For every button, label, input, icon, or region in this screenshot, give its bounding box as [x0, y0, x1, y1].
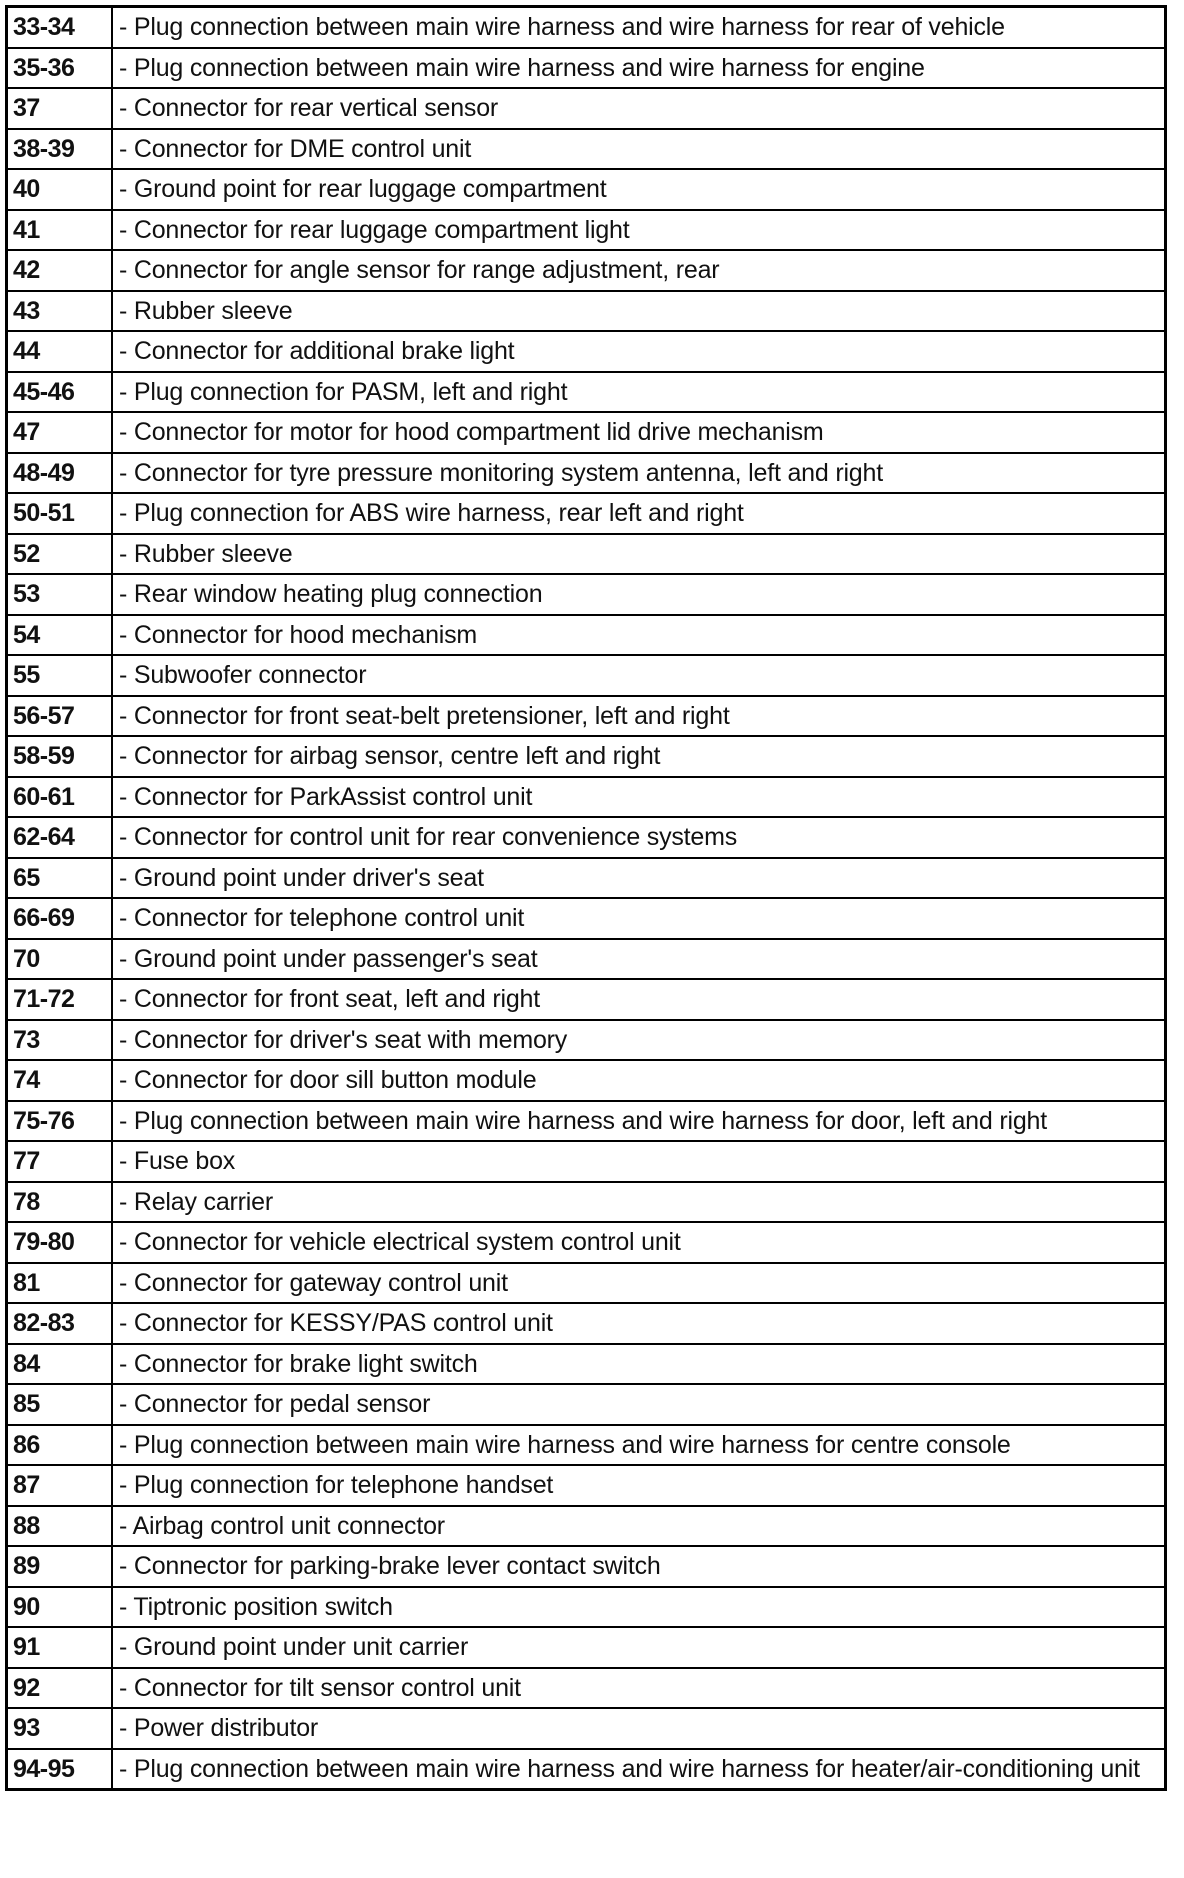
table-row [7, 169, 1166, 210]
table-row [7, 615, 1166, 656]
component-description: - Connector for pedal sensor [112, 1384, 1166, 1425]
component-description: - Rubber sleeve [112, 534, 1166, 575]
component-description: - Connector for motor for hood compartment lid drive mechanism [112, 412, 1166, 453]
component-number: 41 [7, 210, 113, 251]
component-description: - Connector for brake light switch [112, 1344, 1166, 1385]
table-row [7, 1020, 1166, 1061]
table-row [7, 655, 1166, 696]
component-number: 74 [7, 1060, 113, 1101]
table-row [7, 1344, 1166, 1385]
table-row [7, 777, 1166, 818]
component-number: 86 [7, 1425, 113, 1466]
component-number: 89 [7, 1546, 113, 1587]
component-number: 79-80 [7, 1222, 113, 1263]
component-number: 47 [7, 412, 113, 453]
component-description: - Ground point for rear luggage compartment [112, 169, 1166, 210]
table-row [7, 88, 1166, 129]
component-number: 43 [7, 291, 113, 332]
table-row [7, 1303, 1166, 1344]
table-row [7, 1425, 1166, 1466]
table-row [7, 1384, 1166, 1425]
component-description: - Plug connection between main wire harness and wire harness for centre console [112, 1425, 1166, 1466]
component-description: - Ground point under passenger's seat [112, 939, 1166, 980]
component-number: 58-59 [7, 736, 113, 777]
component-number: 75-76 [7, 1101, 113, 1142]
component-description: - Plug connection between main wire harness and wire harness for engine [112, 48, 1166, 89]
component-description: - Connector for driver's seat with memory [112, 1020, 1166, 1061]
table-row [7, 1060, 1166, 1101]
component-description: - Plug connection for telephone handset [112, 1465, 1166, 1506]
legend-table-body [7, 7, 1166, 1790]
table-row [7, 1465, 1166, 1506]
component-number: 73 [7, 1020, 113, 1061]
table-row [7, 1708, 1166, 1749]
component-description: - Subwoofer connector [112, 655, 1166, 696]
component-number: 93 [7, 1708, 113, 1749]
component-description: - Connector for front seat, left and right [112, 979, 1166, 1020]
component-description: - Rear window heating plug connection [112, 574, 1166, 615]
table-row [7, 817, 1166, 858]
component-description: - Connector for rear vertical sensor [112, 88, 1166, 129]
component-number: 38-39 [7, 129, 113, 170]
table-row [7, 1141, 1166, 1182]
component-number: 70 [7, 939, 113, 980]
component-number: 84 [7, 1344, 113, 1385]
table-row [7, 1263, 1166, 1304]
table-row [7, 979, 1166, 1020]
component-description: - Connector for rear luggage compartment light [112, 210, 1166, 251]
component-number: 94-95 [7, 1749, 113, 1790]
component-description: - Connector for ParkAssist control unit [112, 777, 1166, 818]
component-description: - Plug connection between main wire harness and wire harness for rear of vehicle [112, 7, 1166, 48]
component-number: 82-83 [7, 1303, 113, 1344]
component-number: 50-51 [7, 493, 113, 534]
table-row [7, 1506, 1166, 1547]
component-number: 33-34 [7, 7, 113, 48]
component-description: - Plug connection between main wire harness and wire harness for heater/air-conditioning unit [112, 1749, 1166, 1790]
component-description: - Plug connection between main wire harness and wire harness for door, left and right [112, 1101, 1166, 1142]
component-description: - Connector for gateway control unit [112, 1263, 1166, 1304]
component-number: 52 [7, 534, 113, 575]
component-number: 65 [7, 858, 113, 899]
table-row [7, 493, 1166, 534]
table-row [7, 372, 1166, 413]
component-number: 81 [7, 1263, 113, 1304]
component-number: 40 [7, 169, 113, 210]
component-number: 77 [7, 1141, 113, 1182]
table-row [7, 291, 1166, 332]
component-description: - Connector for hood mechanism [112, 615, 1166, 656]
table-row [7, 858, 1166, 899]
component-number: 78 [7, 1182, 113, 1223]
component-description: - Connector for KESSY/PAS control unit [112, 1303, 1166, 1344]
component-description: - Connector for front seat-belt pretensioner, left and right [112, 696, 1166, 737]
table-row [7, 7, 1166, 48]
component-description: - Connector for control unit for rear convenience systems [112, 817, 1166, 858]
table-row [7, 1222, 1166, 1263]
component-number: 55 [7, 655, 113, 696]
component-description: - Connector for vehicle electrical system control unit [112, 1222, 1166, 1263]
component-description: - Tiptronic position switch [112, 1587, 1166, 1628]
table-row [7, 534, 1166, 575]
component-legend-table [5, 5, 1167, 1791]
table-row [7, 129, 1166, 170]
component-number: 62-64 [7, 817, 113, 858]
component-number: 53 [7, 574, 113, 615]
table-row [7, 331, 1166, 372]
component-description: - Airbag control unit connector [112, 1506, 1166, 1547]
component-number: 92 [7, 1668, 113, 1709]
component-number: 35-36 [7, 48, 113, 89]
component-number: 54 [7, 615, 113, 656]
component-description: - Fuse box [112, 1141, 1166, 1182]
component-number: 44 [7, 331, 113, 372]
component-description: - Power distributor [112, 1708, 1166, 1749]
table-row [7, 48, 1166, 89]
component-number: 71-72 [7, 979, 113, 1020]
component-description: - Connector for airbag sensor, centre left and right [112, 736, 1166, 777]
table-row [7, 250, 1166, 291]
component-description: - Connector for tyre pressure monitoring system antenna, left and right [112, 453, 1166, 494]
table-row [7, 412, 1166, 453]
component-number: 87 [7, 1465, 113, 1506]
table-row [7, 1668, 1166, 1709]
component-description: - Connector for telephone control unit [112, 898, 1166, 939]
component-number: 88 [7, 1506, 113, 1547]
table-row [7, 736, 1166, 777]
component-description: - Connector for parking-brake lever contact switch [112, 1546, 1166, 1587]
table-row [7, 939, 1166, 980]
component-number: 56-57 [7, 696, 113, 737]
table-row [7, 696, 1166, 737]
table-row [7, 1749, 1166, 1790]
table-row [7, 574, 1166, 615]
component-description: - Connector for additional brake light [112, 331, 1166, 372]
component-number: 91 [7, 1627, 113, 1668]
table-row [7, 453, 1166, 494]
component-description: - Connector for angle sensor for range adjustment, rear [112, 250, 1166, 291]
component-description: - Ground point under driver's seat [112, 858, 1166, 899]
component-description: - Rubber sleeve [112, 291, 1166, 332]
table-row [7, 210, 1166, 251]
component-description: - Connector for DME control unit [112, 129, 1166, 170]
component-number: 48-49 [7, 453, 113, 494]
component-number: 42 [7, 250, 113, 291]
component-number: 60-61 [7, 777, 113, 818]
table-row [7, 1546, 1166, 1587]
table-row [7, 1101, 1166, 1142]
table-row [7, 898, 1166, 939]
component-description: - Connector for tilt sensor control unit [112, 1668, 1166, 1709]
component-description: - Ground point under unit carrier [112, 1627, 1166, 1668]
component-number: 45-46 [7, 372, 113, 413]
component-number: 66-69 [7, 898, 113, 939]
component-description: - Connector for door sill button module [112, 1060, 1166, 1101]
component-description: - Plug connection for PASM, left and right [112, 372, 1166, 413]
table-row [7, 1587, 1166, 1628]
component-number: 37 [7, 88, 113, 129]
component-number: 90 [7, 1587, 113, 1628]
table-row [7, 1627, 1166, 1668]
table-row [7, 1182, 1166, 1223]
component-description: - Plug connection for ABS wire harness, rear left and right [112, 493, 1166, 534]
component-description: - Relay carrier [112, 1182, 1166, 1223]
component-number: 85 [7, 1384, 113, 1425]
